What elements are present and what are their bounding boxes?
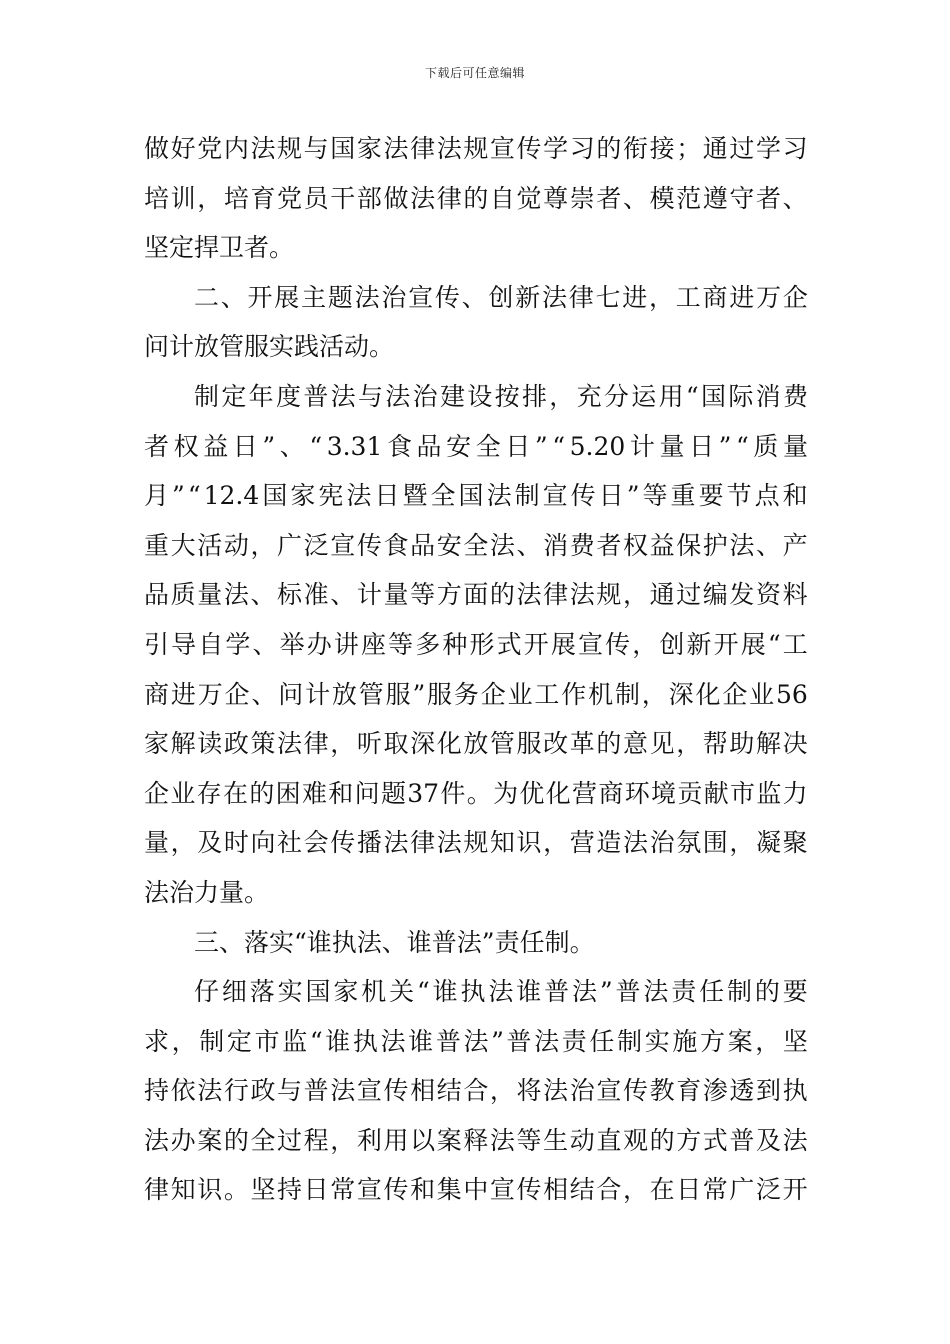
text-line: 坚定捍卫者。	[144, 233, 295, 263]
text-line: 培 训 ， 培 育 党 员 干 部 做 法 律 的 自 觉 尊 崇 者 、 模 范 遵 守 者 、	[144, 183, 808, 213]
text-line: 持 依 法 行 政 与 普 法 宣 传 相 结 合 ， 将 法 治 宣 传 教 育 渗 透 到 执	[144, 1076, 808, 1106]
text-line: 法 办 案 的 全 过 程 ， 利 用 以 案 释 法 等 生 动 直 观 的 方 式 普 及 法	[144, 1125, 808, 1155]
text-line: 求 ， 制 定 市 监 “ 谁 执 法 谁 普 法 ” 普 法 责 任 制 实 施 方 案 ， 坚	[144, 1026, 808, 1056]
text-line: 者 权 益 日 ” 、 “ 3.31 食 品 安 全 日 ” “ 5.20 计 量 日 ” “ 质 量	[144, 431, 808, 461]
text-line: 企 业 存 在 的 困 难 和 问 题 37 件 。 为 优 化 营 商 环 境 贡 献 市 监 力	[144, 778, 808, 808]
text-line: 三、落实“谁执法、谁普法”责任制。	[194, 927, 595, 957]
text-line: 品 质 量 法 、 标 准 、 计 量 等 方 面 的 法 律 法 规 ， 通 过 编 发 资 料	[144, 580, 808, 610]
text-line: 法治力量。	[144, 877, 270, 907]
text-line: 量 ， 及 时 向 社 会 传 播 法 律 法 规 知 识 ， 营 造 法 治 氛 围 ， 凝 聚	[144, 828, 808, 858]
text-line: 问计放管服实践活动。	[144, 332, 395, 362]
text-line: 商 进 万 企 、 问 计 放 管 服 ” 服 务 企 业 工 作 机 制 ， 深 化 企 业 56	[144, 679, 808, 709]
text-line: 重 大 活 动 ， 广 泛 宣 传 食 品 安 全 法 、 消 费 者 权 益 保 护 法 、 产	[144, 530, 808, 560]
text-line: 二 、 开 展 主 题 法 治 宣 传 、 创 新 法 律 七 进 ， 工 商 进 万 企	[194, 282, 808, 312]
text-line: 做 好 党 内 法 规 与 国 家 法 律 法 规 宣 传 学 习 的 衔 接 ； 通 过 学 习	[144, 134, 808, 163]
text-line: 家 解 读 政 策 法 律 ， 听 取 深 化 放 管 服 改 革 的 意 见 ， 帮 助 解 决	[144, 729, 808, 759]
text-line: 引 导 自 学 、 举 办 讲 座 等 多 种 形 式 开 展 宣 传 ， 创 新 开 展 “ 工	[144, 629, 808, 659]
text-line: 制 定 年 度 普 法 与 法 治 建 设 按 排 ， 充 分 运 用 “ 国 际 消 费	[194, 381, 808, 411]
page-header: 下载后可任意编辑	[424, 66, 525, 80]
text-line: 律 知 识 。 坚 持 日 常 宣 传 和 集 中 宣 传 相 结 合 ， 在 日 常 广 泛 开	[144, 1175, 808, 1205]
document-body	[144, 124, 808, 1215]
text-line: 月 ” “ 12.4 国 家 宪 法 日 暨 全 国 法 制 宣 传 日 ” 等 重 要 节 点 和	[144, 481, 808, 511]
text-line: 仔 细 落 实 国 家 机 关 “ 谁 执 法 谁 普 法 ” 普 法 责 任 制 的 要	[194, 977, 808, 1007]
